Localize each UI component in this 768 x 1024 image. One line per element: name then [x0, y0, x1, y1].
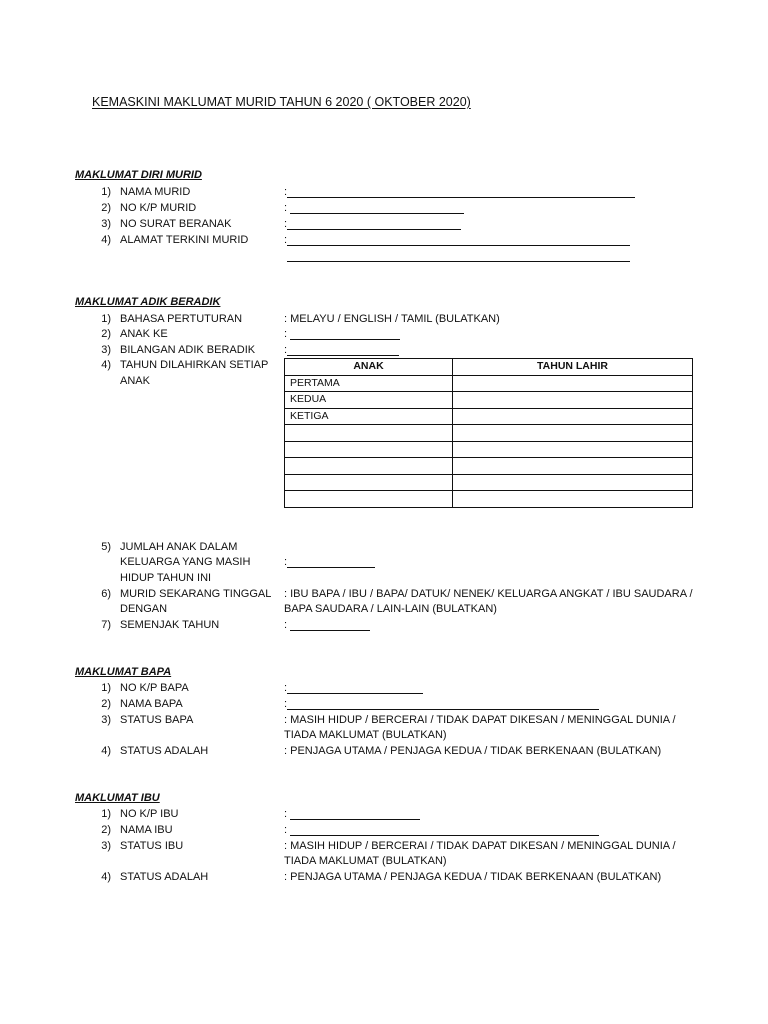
tahun-cell[interactable]: [453, 375, 693, 392]
bahasa-options[interactable]: : MELAYU / ENGLISH / TAMIL (BULATKAN): [284, 313, 500, 325]
tahun-cell[interactable]: [453, 408, 693, 425]
nama-ibu-label: NAMA IBU: [120, 824, 173, 836]
item-number: 4): [101, 871, 111, 883]
item-number: 5): [101, 541, 111, 553]
table-row: [285, 441, 693, 458]
item-number: 2): [101, 824, 111, 836]
table-row: [285, 491, 693, 508]
semenjak-label: SEMENJAK TAHUN: [120, 619, 220, 631]
kp-ibu-label: NO K/P IBU: [120, 808, 179, 820]
tinggal-label-2: DENGAN: [120, 603, 168, 615]
item-number: 3): [101, 218, 111, 230]
tinggal-options-2[interactable]: BAPA SAUDARA / LAIN-LAIN (BULATKAN): [284, 603, 497, 615]
status-adalah-bapa-label: STATUS ADALAH: [120, 745, 209, 757]
kp-bapa-label: NO K/P BAPA: [120, 682, 189, 694]
anak-cell[interactable]: [285, 491, 453, 508]
item-number: 3): [101, 344, 111, 356]
section-heading-ibu: MAKLUMAT IBU: [75, 792, 160, 804]
anak-cell: PERTAMA: [285, 375, 453, 392]
table-row: [285, 408, 693, 425]
nama-bapa-label: NAMA BAPA: [120, 698, 183, 710]
anak-ke-field[interactable]: :: [284, 328, 400, 340]
kp-ibu-field[interactable]: :: [284, 808, 420, 820]
item-number: 3): [101, 840, 111, 852]
table-header-tahun-lahir: TAHUN LAHIR: [453, 359, 693, 376]
surat-beranak-field[interactable]: :: [284, 218, 461, 230]
tahun-lahir-table: [284, 358, 693, 508]
nama-murid-label: NAMA MURID: [120, 186, 191, 198]
item-number: 1): [101, 313, 111, 325]
surat-beranak-label: NO SURAT BERANAK: [120, 218, 232, 230]
status-bapa-label: STATUS BAPA: [120, 714, 194, 726]
anak-cell[interactable]: [285, 425, 453, 442]
anak-cell[interactable]: [285, 474, 453, 491]
jumlah-anak-label-2: KELUARGA YANG MASIH: [120, 556, 251, 568]
tahun-cell[interactable]: [453, 441, 693, 458]
table-row: [285, 425, 693, 442]
table-row: [285, 375, 693, 392]
status-ibu-options-2[interactable]: TIADA MAKLUMAT (BULATKAN): [284, 855, 447, 867]
semenjak-field[interactable]: :: [284, 619, 370, 631]
kp-bapa-field[interactable]: :: [284, 682, 423, 694]
alamat-label: ALAMAT TERKINI MURID: [120, 234, 249, 246]
item-number: 2): [101, 698, 111, 710]
alamat-field[interactable]: :: [284, 234, 630, 246]
status-bapa-options-2[interactable]: TIADA MAKLUMAT (BULATKAN): [284, 729, 447, 741]
tinggal-options[interactable]: : IBU BAPA / IBU / BAPA/ DATUK/ NENEK/ KELUARGA ANGKAT / IBU SAUDARA /: [284, 588, 693, 600]
table-row: [285, 474, 693, 491]
tahun-cell[interactable]: [453, 392, 693, 409]
item-number: 1): [101, 808, 111, 820]
item-number: 6): [101, 588, 111, 600]
anak-cell[interactable]: [285, 458, 453, 475]
anak-cell: KETIGA: [285, 408, 453, 425]
section-heading-adik: MAKLUMAT ADIK BERADIK: [75, 296, 221, 308]
tahun-cell[interactable]: [453, 425, 693, 442]
item-number: 2): [101, 328, 111, 340]
status-bapa-options[interactable]: : MASIH HIDUP / BERCERAI / TIDAK DAPAT DIKESAN / MENINGGAL DUNIA /: [284, 714, 676, 726]
kp-murid-field[interactable]: :: [284, 202, 464, 214]
nama-murid-field[interactable]: :: [284, 186, 635, 198]
nama-bapa-field[interactable]: :: [284, 698, 599, 710]
tahun-cell[interactable]: [453, 474, 693, 491]
anak-cell[interactable]: [285, 441, 453, 458]
item-number: 2): [101, 202, 111, 214]
alamat-field-line-2[interactable]: [287, 250, 630, 262]
bahasa-label: BAHASA PERTUTURAN: [120, 313, 243, 325]
status-adalah-ibu-options[interactable]: : PENJAGA UTAMA / PENJAGA KEDUA / TIDAK BERKENAAN (BULATKAN): [284, 871, 662, 883]
tinggal-label: MURID SEKARANG TINGGAL: [120, 588, 272, 600]
table-row: [285, 458, 693, 475]
status-adalah-bapa-options[interactable]: : PENJAGA UTAMA / PENJAGA KEDUA / TIDAK BERKENAAN (BULATKAN): [284, 745, 662, 757]
item-number: 7): [101, 619, 111, 631]
tahun-lahir-label-2: ANAK: [120, 375, 150, 387]
jumlah-anak-field[interactable]: :: [284, 556, 375, 568]
status-ibu-options[interactable]: : MASIH HIDUP / BERCERAI / TIDAK DAPAT DIKESAN / MENINGGAL DUNIA /: [284, 840, 676, 852]
tahun-cell[interactable]: [453, 458, 693, 475]
item-number: 4): [101, 745, 111, 757]
item-number: 1): [101, 682, 111, 694]
status-ibu-label: STATUS IBU: [120, 840, 184, 852]
jumlah-anak-label-3: HIDUP TAHUN INI: [120, 572, 212, 584]
item-number: 4): [101, 359, 111, 371]
item-number: 3): [101, 714, 111, 726]
tahun-lahir-label: TAHUN DILAHIRKAN SETIAP: [120, 359, 269, 371]
jumlah-anak-label: JUMLAH ANAK DALAM: [120, 541, 238, 553]
section-heading-diri: MAKLUMAT DIRI MURID: [75, 169, 202, 181]
nama-ibu-field[interactable]: :: [284, 824, 599, 836]
table-header-anak: ANAK: [285, 359, 453, 376]
item-number: 4): [101, 234, 111, 246]
table-row: [285, 392, 693, 409]
anak-ke-label: ANAK KE: [120, 328, 168, 340]
status-adalah-ibu-label: STATUS ADALAH: [120, 871, 209, 883]
bilangan-label: BILANGAN ADIK BERADIK: [120, 344, 256, 356]
tahun-cell[interactable]: [453, 491, 693, 508]
kp-murid-label: NO K/P MURID: [120, 202, 197, 214]
bilangan-field[interactable]: :: [284, 344, 399, 356]
section-heading-bapa: MAKLUMAT BAPA: [75, 666, 172, 678]
anak-cell: KEDUA: [285, 392, 453, 409]
page-title: KEMASKINI MAKLUMAT MURID TAHUN 6 2020 ( OKTOBER 2020): [92, 95, 471, 109]
item-number: 1): [101, 186, 111, 198]
